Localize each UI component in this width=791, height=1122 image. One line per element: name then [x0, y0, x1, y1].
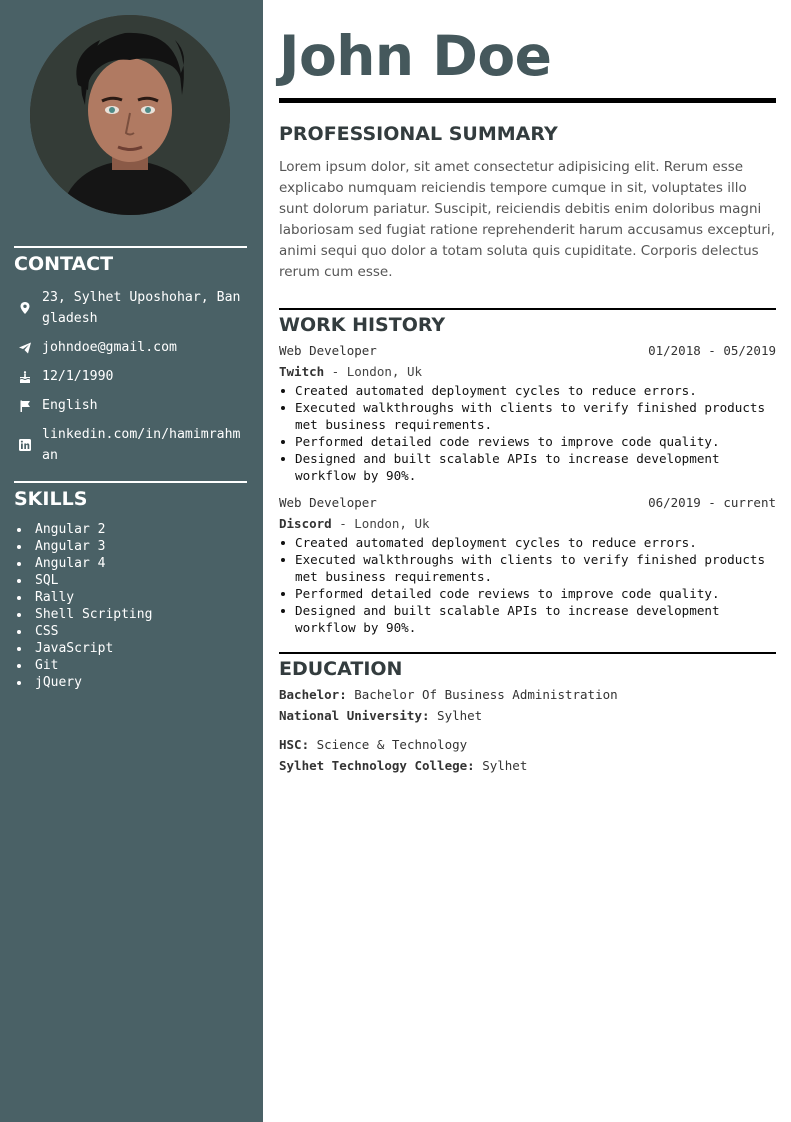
location-pin-icon — [18, 301, 32, 315]
degree-value: Bachelor Of Business Administration — [346, 687, 618, 702]
list-item: Executed walkthroughs with clients to verify finished products met business requirements. — [279, 551, 776, 585]
skill-item: Git — [14, 657, 152, 674]
education-heading: EDUCATION — [279, 658, 403, 680]
skill-item: Angular 3 — [14, 538, 152, 555]
skill-item: CSS — [14, 623, 152, 640]
sidebar — [0, 0, 263, 1122]
education-school — [279, 708, 482, 723]
contact-linkedin-text[interactable]: linkedin.com/in/hamimrahman — [42, 427, 241, 463]
skill-item: SQL — [14, 572, 152, 589]
job-title: Web Developer — [279, 343, 377, 358]
degree-label: Bachelor: — [279, 687, 347, 702]
linkedin-icon — [18, 438, 32, 452]
avatar — [30, 15, 230, 215]
company-location: - London, Uk — [331, 516, 430, 531]
job-bullets — [279, 534, 776, 636]
education-degree — [279, 737, 467, 752]
job-dates: 06/2019 - current — [648, 495, 776, 510]
list-item: Created automated deployment cycles to reduce errors. — [279, 534, 776, 551]
company-name: Twitch — [279, 364, 325, 379]
degree-label: HSC: — [279, 737, 310, 752]
job-company — [279, 516, 430, 531]
skill-item: Shell Scripting — [14, 606, 152, 623]
contact-birthday-text: 12/1/1990 — [42, 369, 114, 384]
skill-item: jQuery — [14, 674, 152, 691]
school-location: Sylhet — [474, 758, 528, 773]
summary-heading: PROFESSIONAL SUMMARY — [279, 123, 558, 145]
skill-item: Angular 2 — [14, 521, 152, 538]
job-company — [279, 364, 422, 379]
contact-heading: CONTACT — [14, 253, 114, 275]
list-item: Designed and built scalable APIs to increase development workflow by 90%. — [279, 602, 776, 636]
flag-icon — [18, 399, 32, 413]
job-dates: 01/2018 - 05/2019 — [648, 343, 776, 358]
profile-photo — [30, 15, 230, 215]
skill-item: Angular 4 — [14, 555, 152, 572]
company-name: Discord — [279, 516, 332, 531]
skill-item: JavaScript — [14, 640, 152, 657]
job-bullets — [279, 382, 776, 484]
birthday-cake-icon — [18, 370, 32, 384]
education-divider — [279, 652, 776, 654]
degree-value: Science & Technology — [309, 737, 468, 752]
list-item: Performed detailed code reviews to improve code quality. — [279, 585, 776, 602]
contact-language-text: English — [42, 398, 98, 413]
skill-item: Rally — [14, 589, 152, 606]
school-name: Sylhet Technology College: — [279, 758, 475, 773]
school-location: Sylhet — [429, 708, 483, 723]
skills-list — [14, 521, 152, 691]
list-item: Performed detailed code reviews to improve code quality. — [279, 433, 776, 450]
contact-address-text: 23, Sylhet Uposhohar, Bangladesh — [42, 290, 241, 326]
job-title: Web Developer — [279, 495, 377, 510]
work-heading: WORK HISTORY — [279, 314, 446, 336]
school-name: National University: — [279, 708, 430, 723]
list-item: Designed and built scalable APIs to increase development workflow by 90%. — [279, 450, 776, 484]
list-item: Created automated deployment cycles to reduce errors. — [279, 382, 776, 399]
page-title: John Doe — [279, 24, 552, 88]
list-item: Executed walkthroughs with clients to verify finished products met business requirements. — [279, 399, 776, 433]
education-degree — [279, 687, 618, 702]
skills-divider — [14, 481, 247, 483]
contact-divider — [14, 246, 247, 248]
skills-heading: SKILLS — [14, 488, 88, 510]
title-divider — [279, 98, 776, 103]
contact-email-text[interactable]: johndoe@gmail.com — [42, 340, 177, 355]
paper-plane-icon — [18, 341, 32, 355]
summary-text: Lorem ipsum dolor, sit amet consectetur adipisicing elit. Rerum esse explicabo numquam reiciendis tempore cumque in sit, voluptates illo sunt dolorum pariatur. Suscipit, reiciendis debitis enim doloribus magni laboriosam sed fugiat ratione reprehenderit harum accusamus excepturi, animi sequi quo dolor a totam soluta quis cupiditate. Corporis delectus rerum cum esse. — [279, 159, 775, 280]
work-divider — [279, 308, 776, 310]
education-school — [279, 758, 527, 773]
company-location: - London, Uk — [324, 364, 422, 379]
